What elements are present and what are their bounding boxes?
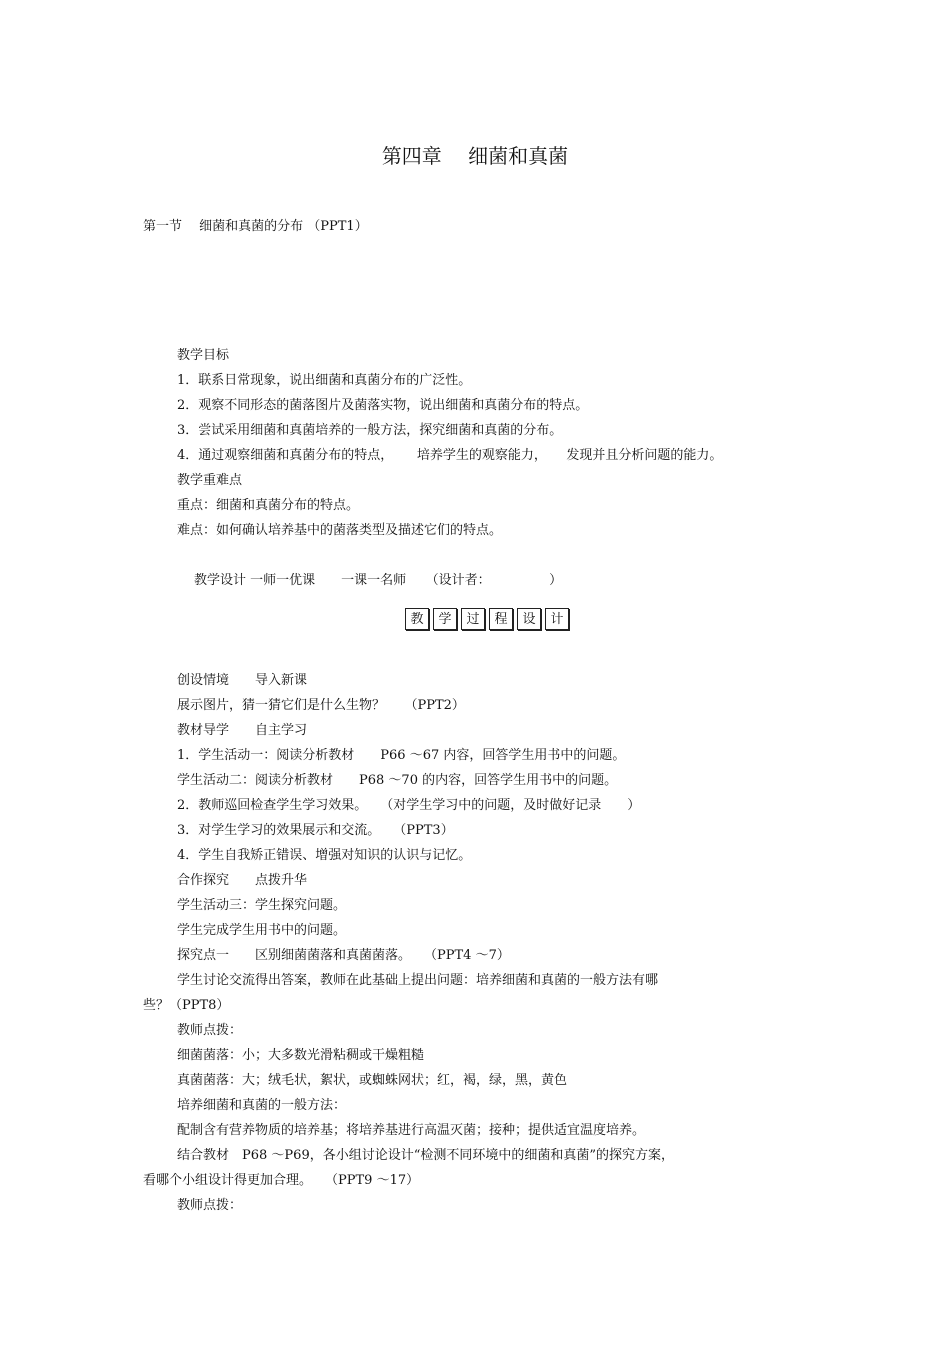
key-points-heading: 教学重难点 xyxy=(177,473,243,488)
body-line: 教材导学 自主学习 xyxy=(177,723,308,738)
body-line: 学生活动二：阅读分析教材 P68 ～70 的内容，回答学生用书中的问题。 xyxy=(177,773,618,788)
body-line: 合作探究 点拨升华 xyxy=(177,873,308,888)
body-line: 看哪个小组设计得更加合理。 （PPT9 ～17） xyxy=(143,1173,420,1188)
section-title: 第一节 细菌和真菌的分布 （PPT1） xyxy=(143,219,368,234)
body-line: 教师点拨： xyxy=(177,1023,243,1038)
objective-item: 3．尝试采用细菌和真菌培养的一般方法，探究细菌和真菌的分布。 xyxy=(177,423,563,438)
body-line: 4．学生自我矫正错误、增强对知识的认识与记忆。 xyxy=(177,848,472,863)
body-line: 细菌菌落：小；大多数光滑粘稠或干燥粗糙 xyxy=(177,1048,425,1063)
body-line: 配制含有营养物质的培养基；将培养基进行高温灭菌；接种；提供适宜温度培养。 xyxy=(177,1123,646,1138)
design-line: 教学设计 一师一优课 一课一名师 （设计者： ） xyxy=(194,573,563,588)
objective-item: 2．观察不同形态的菌落图片及菌落实物，说出细菌和真菌分布的特点。 xyxy=(177,398,589,413)
objectives-heading: 教学目标 xyxy=(177,348,230,363)
body-line: 些？（PPT8） xyxy=(143,998,230,1013)
body-line: 创设情境 导入新课 xyxy=(177,673,308,688)
body-line: 1．学生活动一：阅读分析教材 P66 ～67 内容，回答学生用书中的问题。 xyxy=(177,748,626,763)
process-design-boxes xyxy=(405,608,573,630)
process-box: 教 xyxy=(405,608,429,630)
body-line: 真菌菌落：大；绒毛状，絮状，或蜘蛛网状；红，褐，绿，黑，黄色 xyxy=(177,1073,568,1088)
process-box: 设 xyxy=(517,608,541,630)
body-line: 教师点拨： xyxy=(177,1198,243,1213)
key-point-difficulty: 难点：如何确认培养基中的菌落类型及描述它们的特点。 xyxy=(177,523,503,538)
objective-item: 1．联系日常现象，说出细菌和真菌分布的广泛性。 xyxy=(177,373,472,388)
key-point-focus: 重点：细菌和真菌分布的特点。 xyxy=(177,498,360,513)
process-box: 学 xyxy=(433,608,457,630)
objective-item: 4．通过观察细菌和真菌分布的特点， 培养学生的观察能力， 发现并且分析问题的能力。 xyxy=(177,448,723,463)
process-box: 程 xyxy=(489,608,513,630)
body-line: 结合教材 P68 ～P69，各小组讨论设计“检测不同环境中的细菌和真菌”的探究方案， xyxy=(177,1148,675,1163)
process-box: 过 xyxy=(461,608,485,630)
body-line: 探究点一 区别细菌菌落和真菌菌落。 （PPT4 ～7） xyxy=(177,948,510,963)
body-line: 2．教师巡回检查学生学习效果。 （对学生学习中的问题，及时做好记录 ） xyxy=(177,798,641,813)
body-line: 学生讨论交流得出答案，教师在此基础上提出问题：培养细菌和真菌的一般方法有哪 xyxy=(177,973,659,988)
body-line: 3．对学生学习的效果展示和交流。 （PPT3） xyxy=(177,823,454,838)
body-line: 学生完成学生用书中的问题。 xyxy=(177,923,347,938)
body-line: 展示图片，猜一猜它们是什么生物？ （PPT2） xyxy=(177,698,465,713)
body-line: 学生活动三：学生探究问题。 xyxy=(177,898,347,913)
process-box: 计 xyxy=(545,608,569,630)
body-line: 培养细菌和真菌的一般方法： xyxy=(177,1098,347,1113)
chapter-title: 第四章 细菌和真菌 xyxy=(381,144,569,168)
